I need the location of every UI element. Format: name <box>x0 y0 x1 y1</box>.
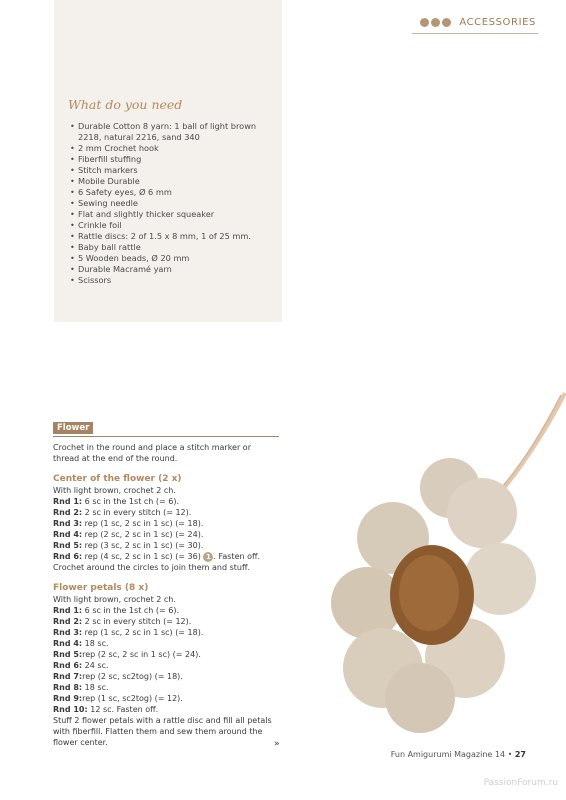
round-text: 12 sc. Fasten off. <box>87 705 159 714</box>
round-row <box>53 671 279 682</box>
round-label: Rnd 5: <box>53 541 83 550</box>
petals-heading: Flower petals (8 x) <box>53 583 149 593</box>
round-label: Rnd 1: <box>53 497 83 506</box>
round-row <box>53 518 279 529</box>
list-item: • Stitch markers <box>70 165 275 176</box>
continue-arrow-icon: » <box>274 739 280 749</box>
round-label: Rnd 4: <box>53 639 83 648</box>
round-text: 6 sc in the 1st ch (= 6). <box>82 497 180 506</box>
list-item: • Durable Macramé yarn <box>70 264 275 275</box>
step-badge: 1 <box>203 552 213 562</box>
list-item: • Fiberfill stuffing <box>70 154 275 165</box>
round-text: 18 sc. <box>82 683 109 692</box>
round-row <box>53 605 279 616</box>
round-text: . Fasten off. <box>213 552 261 561</box>
round-text: rep (4 sc, 2 sc in 1 sc) (= 36) <box>82 552 204 561</box>
center-heading: Center of the flower (2 x) <box>53 474 182 484</box>
round-row <box>53 627 279 638</box>
round-text: rep (1 sc, 2 sc in 1 sc) (= 18). <box>82 519 204 528</box>
header-dot <box>431 18 440 27</box>
section-header <box>420 17 536 28</box>
list-item: • Mobile Durable <box>70 176 275 187</box>
round-text: 18 sc. <box>82 639 109 648</box>
list-item: • Flat and slightly thicker squeaker <box>70 209 275 220</box>
round-label: Rnd 6: <box>53 552 83 561</box>
list-item: • 5 Wooden beads, Ø 20 mm <box>70 253 275 264</box>
round-text: rep (2 sc, 2 sc in 1 sc) (= 24). <box>82 530 204 539</box>
round-label: Rnd 8: <box>53 683 83 692</box>
footer-bullet: • <box>507 750 513 759</box>
round-label: Rnd 1: <box>53 606 83 615</box>
flower-instructions <box>53 442 279 748</box>
round-label: Rnd 6: <box>53 661 83 670</box>
flower-section-tag: Flower <box>53 422 93 434</box>
round-row <box>53 529 279 540</box>
list-item: • 6 Safety eyes, Ø 6 mm <box>70 187 275 198</box>
list-item: • 2 mm Crochet hook <box>70 143 275 154</box>
round-text: rep (2 sc, 2 sc in 1 sc) (= 24). <box>82 650 201 659</box>
round-text: 24 sc. <box>82 661 109 670</box>
center-start: With light brown, crochet 2 ch. <box>53 486 176 495</box>
round-row <box>53 507 279 518</box>
section-rule <box>53 436 279 437</box>
round-label: Rnd 4: <box>53 530 83 539</box>
magazine-name: Fun Amigurumi Magazine 14 <box>390 750 506 759</box>
list-item: • Sewing needle <box>70 198 275 209</box>
round-row <box>53 649 279 660</box>
category-label: ACCESSORIES <box>459 17 536 28</box>
round-row <box>53 540 279 551</box>
watermark-text: PassionForum.ru <box>483 778 558 788</box>
round-row <box>53 551 279 562</box>
round-row <box>53 660 279 671</box>
list-item: • Baby ball rattle <box>70 242 275 253</box>
round-row <box>53 682 279 693</box>
round-row <box>53 496 279 507</box>
round-label: Rnd 3: <box>53 519 83 528</box>
round-label: Rnd 5: <box>53 650 83 659</box>
round-label: Rnd 3: <box>53 628 83 637</box>
header-dot <box>420 18 429 27</box>
crochet-flower-photo <box>325 383 566 733</box>
round-text: 2 sc in every stitch (= 12). <box>82 508 192 517</box>
round-text: rep (2 sc, sc2tog) (= 18). <box>82 672 183 681</box>
page-number: 27 <box>514 750 526 759</box>
center-end: Crochet around the circles to join them and stuff. <box>53 563 251 572</box>
round-label: Rnd 9: <box>53 694 83 703</box>
round-text: rep (1 sc, sc2tog) (= 12). <box>82 694 183 703</box>
list-item: • Durable Cotton 8 yarn: 1 ball of light brown 2218, natural 2216, sand 340 <box>70 121 275 143</box>
materials-title: What do you need <box>68 97 183 112</box>
page-footer <box>391 750 526 759</box>
round-text: 6 sc in the 1st ch (= 6). <box>82 606 180 615</box>
header-dot <box>442 18 451 27</box>
round-label: Rnd 7: <box>53 672 83 681</box>
round-text: rep (3 sc, 2 sc in 1 sc) (= 30). <box>82 541 204 550</box>
round-row <box>53 638 279 649</box>
list-item: • Rattle discs: 2 of 1.5 x 8 mm, 1 of 25 mm. <box>70 231 275 242</box>
materials-list <box>70 121 275 286</box>
round-text: 2 sc in every stitch (= 12). <box>82 617 192 626</box>
round-label: Rnd 2: <box>53 617 83 626</box>
round-text: rep (1 sc, 2 sc in 1 sc) (= 18). <box>82 628 204 637</box>
petals-end: Stuff 2 flower petals with a rattle disc and fill all petals with fiberfill. Flatten them and sew them around the flower center. <box>53 716 272 747</box>
round-label: Rnd 2: <box>53 508 83 517</box>
round-row <box>53 616 279 627</box>
round-row <box>53 704 279 715</box>
list-item: • Scissors <box>70 275 275 286</box>
intro-text: Crochet in the round and place a stitch marker or thread at the end of the round. <box>53 443 251 463</box>
round-row <box>53 693 279 704</box>
petals-start: With light brown, crochet 2 ch. <box>53 595 176 604</box>
list-item: • Crinkle foil <box>70 220 275 231</box>
round-label: Rnd 10: <box>53 705 88 714</box>
header-rule <box>412 33 538 34</box>
